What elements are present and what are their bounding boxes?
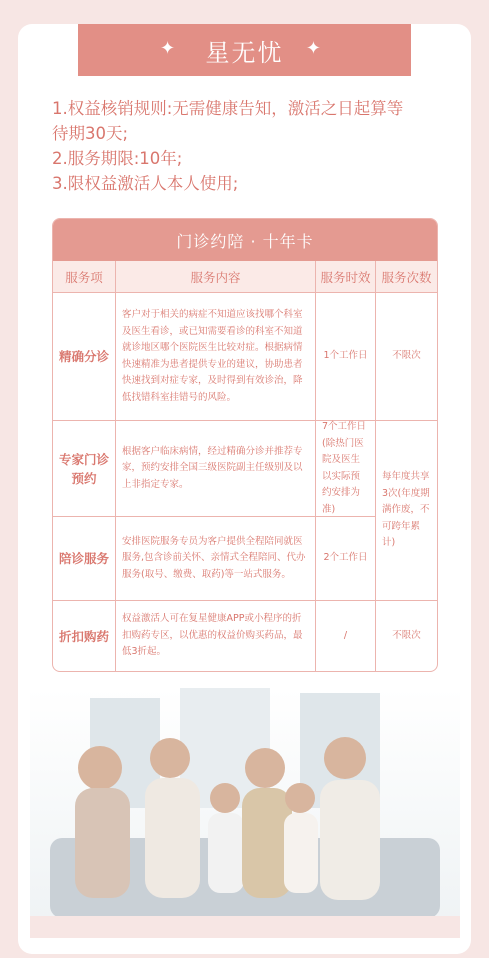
row-count: 不限次	[376, 293, 437, 421]
row-time: 1个工作日	[316, 293, 376, 421]
row-count: 每年度共享3次(年度期满作废，不可跨年累计)	[376, 421, 437, 601]
family-photo	[30, 688, 460, 938]
row-content: 客户对于相关的病症不知道应该找哪个科室及医生看诊，或已知需要看诊的科室不知道就诊地区哪个医院医生比较对症。根据病情快速精准为患者提供专业的建议，协助患者快速找到对症专家，及时得到有效诊治，降低找错科室挂错号的风险。	[116, 293, 316, 421]
title-banner	[78, 24, 411, 76]
row-count: 不限次	[392, 629, 421, 641]
table-title: 门诊约陪 · 十年卡	[53, 219, 437, 261]
banner-title: 星无忧	[205, 38, 284, 67]
service-table	[52, 218, 438, 672]
header-time: 服务时效	[316, 261, 376, 293]
rules-list	[52, 96, 452, 196]
header-item: 服务项	[53, 261, 116, 293]
rule-line: 待期30天;	[52, 124, 129, 143]
rule-line: 1.权益核销规则:无需健康告知，激活之日起算等	[52, 99, 404, 118]
header-count: 服务次数	[376, 261, 437, 293]
row-content: 安排医院服务专员为客户提供全程陪同就医服务,包含诊前关怀、亲情式全程陪同、代办服务(取号、缴费、取药)等一站式服务。	[116, 517, 316, 601]
rule-line: 3.限权益激活人本人使用;	[52, 174, 239, 193]
rule-line: 2.服务期限:10年;	[52, 149, 183, 168]
row-item: 陪诊服务	[53, 517, 116, 601]
row-item: 专家门诊预约	[53, 421, 116, 517]
row-time: 7个工作日(除热门医院及医生以实际预约安排为准)	[316, 421, 376, 517]
sparkle-icon: ✦	[160, 38, 178, 59]
row-time: 2个工作日	[316, 517, 376, 601]
row-item: 折扣购药	[53, 601, 116, 671]
sparkle-icon: ✦	[305, 38, 323, 59]
row-content: 根据客户临床病情，经过精确分诊并推荐专家，预约安排全国三级医院副主任级别及以上非指定专家。	[116, 421, 316, 517]
header-content: 服务内容	[116, 261, 316, 293]
row-content: 权益激活人可在复星健康APP或小程序的折扣购药专区，以优惠的权益价购买药品，最低3折起。	[116, 601, 316, 671]
row-time: /	[316, 601, 376, 671]
row-item: 精确分诊	[53, 293, 116, 421]
